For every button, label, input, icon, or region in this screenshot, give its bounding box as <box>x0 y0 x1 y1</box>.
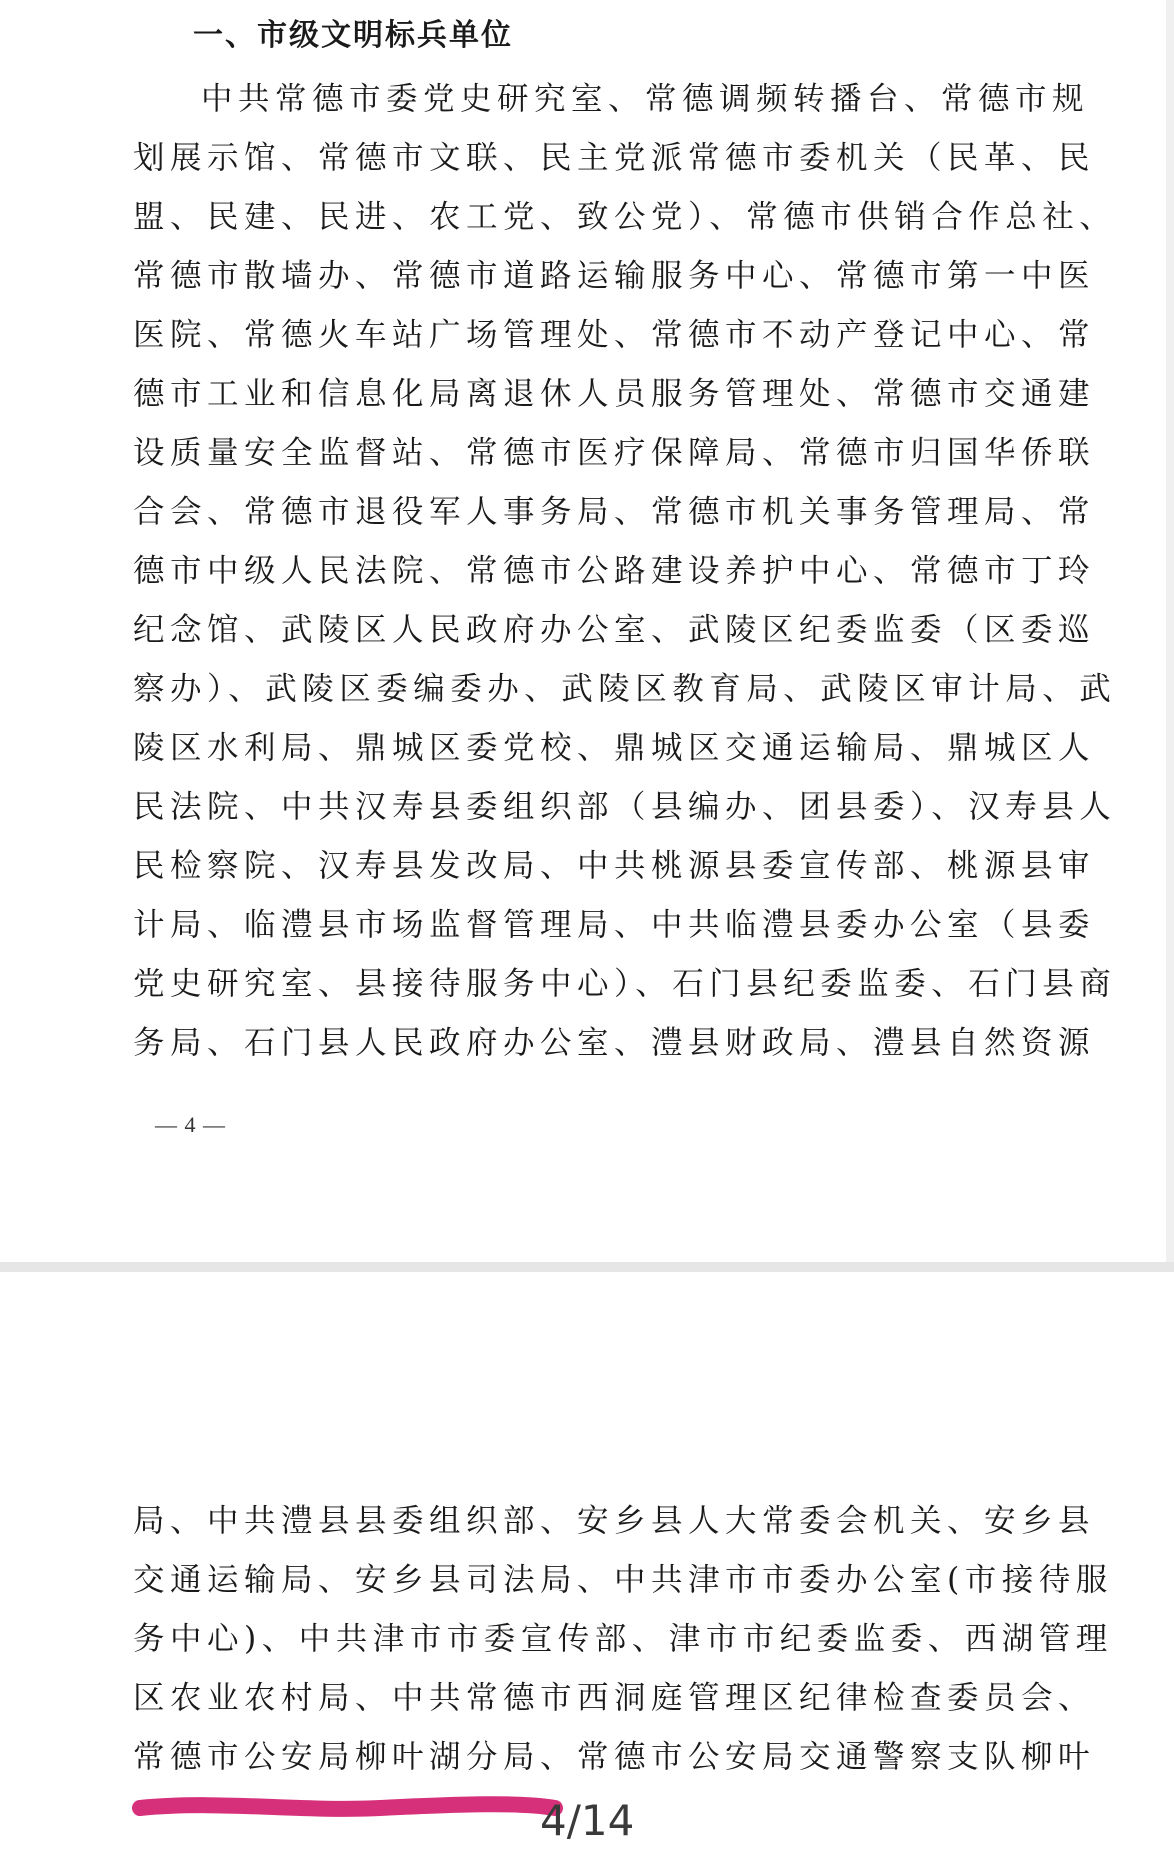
text-line: 盟、民建、民进、农工党、致公党）、常德市供销合作总社、 <box>133 199 1117 235</box>
text-line: 德市工业和信息化局离退休人员服务管理处、常德市交通建 <box>133 376 1096 412</box>
text-line: 区农业农村局、中共常德市西洞庭管理区纪律检查委员会、 <box>133 1680 1096 1716</box>
page-number: — 4 — <box>155 1112 226 1137</box>
text-line: 察办）、武陵区委编委办、武陵区教育局、武陵区审计局、武 <box>133 671 1117 707</box>
text-line: 德市中级人民法院、常德市公路建设养护中心、常德市丁玲 <box>133 553 1096 589</box>
text-line: 合会、常德市退役军人事务局、常德市机关事务管理局、常 <box>133 494 1096 530</box>
text-line: 划展示馆、常德市文联、民主党派常德市委机关（民革、民 <box>133 140 1096 176</box>
text-line: 中共常德市委党史研究室、常德调频转播台、常德市规 <box>201 81 1090 117</box>
text-line: 计局、临澧县市场监督管理局、中共临澧县委办公室（县委 <box>133 907 1096 943</box>
text-line: 党史研究室、县接待服务中心）、石门县纪委监委、石门县商 <box>133 966 1117 1002</box>
text-line: 纪念馆、武陵区人民政府办公室、武陵区纪委监委（区委巡 <box>133 612 1096 648</box>
text-line: 务局、石门县人民政府办公室、澧县财政局、澧县自然资源 <box>133 1025 1096 1061</box>
text-line: 务中心)、中共津市市委宣传部、津市市纪委监委、西湖管理 <box>133 1621 1113 1657</box>
text-line: 交通运输局、安乡县司法局、中共津市市委办公室(市接待服 <box>133 1562 1113 1598</box>
text-line: 民检察院、汉寿县发改局、中共桃源县委宣传部、桃源县审 <box>133 848 1096 884</box>
text-line: 局、中共澧县县委组织部、安乡县人大常委会机关、安乡县 <box>133 1503 1096 1539</box>
text-line: 常德市散墙办、常德市道路运输服务中心、常德市第一中医 <box>133 258 1096 294</box>
text-line: 常德市公安局柳叶湖分局、常德市公安局交通警察支队柳叶 <box>133 1739 1096 1775</box>
text-line: 医院、常德火车站广场管理处、常德市不动产登记中心、常 <box>133 317 1096 353</box>
text-line: 设质量安全监督站、常德市医疗保障局、常德市归国华侨联 <box>133 435 1096 471</box>
section-heading: 一、市级文明标兵单位 <box>193 18 513 53</box>
text-line: 陵区水利局、鼎城区委党校、鼎城区交通运输局、鼎城区人 <box>133 730 1096 766</box>
annotation-stroke <box>140 1804 555 1809</box>
page-indicator: 4/14 <box>540 1796 635 1845</box>
text-line: 民法院、中共汉寿县委组织部（县编办、团县委）、汉寿县人 <box>133 789 1117 825</box>
